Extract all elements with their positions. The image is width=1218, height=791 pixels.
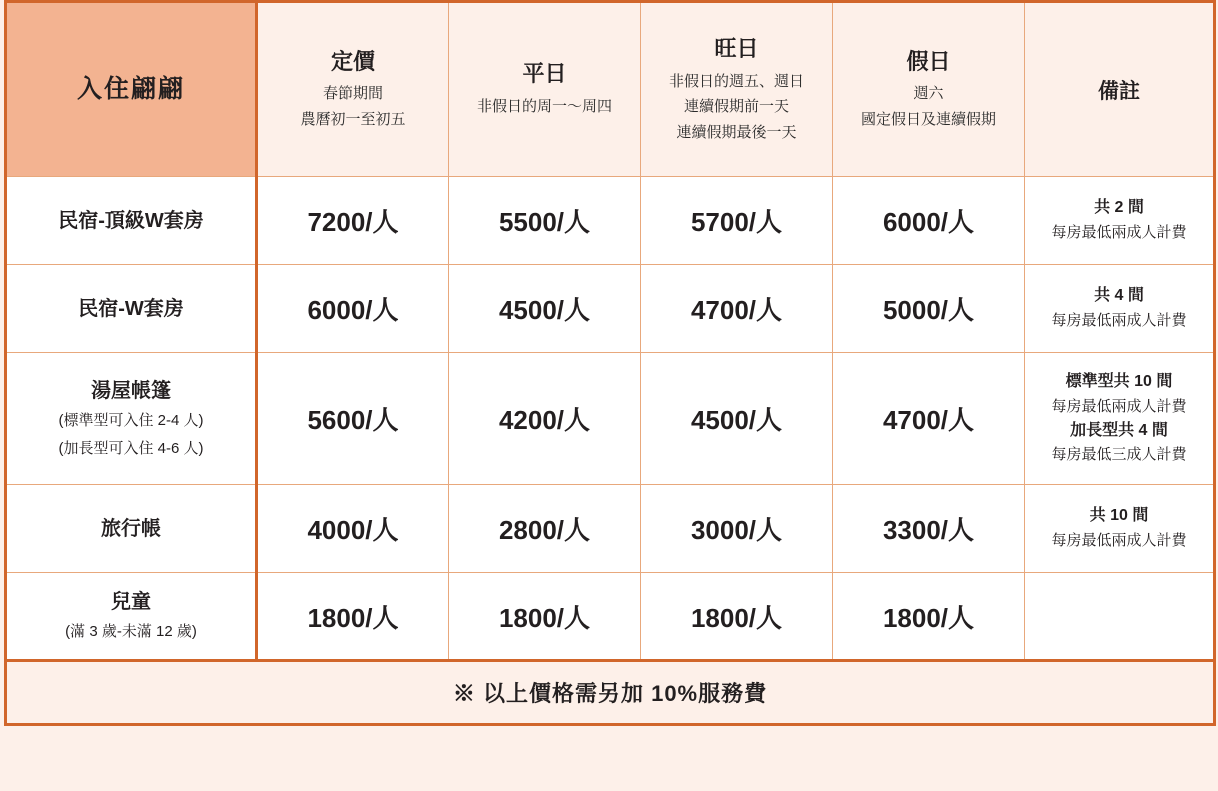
column-header-holiday-label: 假日 (906, 48, 951, 74)
cell-holiday-price (833, 265, 1025, 353)
note-line: 共 10 間 (1089, 507, 1149, 525)
price-value: 6000/人 (882, 207, 975, 237)
price-value: 1800/人 (882, 602, 975, 633)
column-header-busy-day-sub1: 非假日的週五、週日 (668, 72, 804, 90)
price-value: 4700/人 (690, 295, 783, 325)
price-value: 4000/人 (307, 515, 399, 545)
note-line: 標準型共 10 間 (1065, 372, 1173, 390)
room-name-label: 兒童 (111, 591, 151, 613)
price-value: 1800/人 (690, 602, 783, 633)
room-name-label: 民宿-頂級W套房 (58, 209, 204, 232)
cell-holiday-price (833, 573, 1025, 661)
price-value: 1800/人 (307, 602, 399, 633)
price-value: 4700/人 (882, 405, 975, 435)
room-name-sub2: (加長型可入住 4-6 人) (58, 439, 204, 457)
column-header-weekday-label: 平日 (522, 61, 567, 87)
room-name-label: 湯屋帳篷 (91, 379, 171, 402)
cell-list-price (257, 353, 449, 485)
cell-list-price (257, 573, 449, 661)
cell-list-price (257, 177, 449, 265)
price-value: 5000/人 (882, 295, 975, 325)
note-line: 共 2 間 (1094, 199, 1144, 217)
cell-holiday-price (833, 485, 1025, 573)
table-row (6, 573, 1215, 661)
note-line: 每房最低三成人計費 (1051, 446, 1187, 464)
price-value: 2800/人 (498, 515, 591, 545)
column-header-busy-day (641, 2, 833, 177)
cell-weekday-price (449, 265, 641, 353)
price-value: 4200/人 (498, 405, 591, 435)
price-value: 3300/人 (882, 515, 975, 545)
column-header-room-label: 入住翩翩 (76, 75, 185, 104)
cell-room-name (6, 353, 257, 485)
price-value: 5700/人 (690, 207, 783, 237)
cell-busy-day-price (641, 573, 833, 661)
column-header-holiday-sub1: 週六 (913, 85, 944, 103)
cell-footer-note (6, 661, 1215, 725)
room-name-label: 旅行帳 (101, 517, 161, 540)
cell-busy-day-price (641, 485, 833, 573)
column-header-weekday-sub1: 非假日的周一～周四 (476, 98, 612, 116)
note-line: 每房最低兩成人計費 (1051, 531, 1187, 549)
column-header-list-price-sub1: 春節期間 (322, 85, 383, 103)
note-line: 共 4 間 (1094, 287, 1144, 305)
cell-room-name (6, 485, 257, 573)
room-name-label: 民宿-W套房 (78, 297, 184, 320)
column-header-holiday-sub2: 國定假日及連續假期 (860, 110, 996, 128)
price-value: 7200/人 (307, 207, 399, 237)
table-row (6, 177, 1215, 265)
price-value: 4500/人 (498, 295, 591, 325)
cell-weekday-price (449, 177, 641, 265)
cell-busy-day-price (641, 353, 833, 485)
column-header-weekday (449, 2, 641, 177)
cell-list-price (257, 265, 449, 353)
cell-note (1025, 485, 1215, 573)
price-value: 3000/人 (690, 515, 783, 545)
bottom-strip (0, 783, 1218, 791)
price-value: 1800/人 (498, 602, 591, 633)
cell-note (1025, 265, 1215, 353)
table-row (6, 485, 1215, 573)
note-line: 每房最低兩成人計費 (1051, 311, 1187, 329)
column-header-list-price-sub2: 農曆初一至初五 (300, 110, 406, 128)
cell-room-name (6, 177, 257, 265)
column-header-busy-day-sub2: 連續假期前一天 (683, 98, 789, 116)
column-header-note-label: 備註 (1098, 79, 1140, 103)
column-header-busy-day-label: 旺日 (714, 35, 759, 61)
table-row (6, 265, 1215, 353)
table-row (6, 353, 1215, 485)
note-line: 每房最低兩成人計費 (1051, 397, 1187, 415)
footer-row (6, 661, 1215, 725)
header-row (6, 2, 1215, 177)
room-name-sub1: (滿 3 歲-未滿 12 歲) (65, 623, 197, 640)
column-header-list-price (257, 2, 449, 177)
cell-holiday-price (833, 177, 1025, 265)
cell-busy-day-price (641, 177, 833, 265)
price-value: 6000/人 (307, 295, 399, 325)
cell-weekday-price (449, 573, 641, 661)
cell-weekday-price (449, 485, 641, 573)
cell-note (1025, 177, 1215, 265)
cell-weekday-price (449, 353, 641, 485)
note-line: 加長型共 4 間 (1070, 421, 1168, 439)
cell-holiday-price (833, 353, 1025, 485)
cell-room-name (6, 573, 257, 661)
price-value: 4500/人 (690, 405, 783, 435)
note-line: 每房最低兩成人計費 (1051, 223, 1187, 241)
cell-list-price (257, 485, 449, 573)
cell-note (1025, 573, 1215, 661)
price-value: 5600/人 (307, 405, 399, 435)
room-name-sub1: (標準型可入住 2-4 人) (58, 411, 204, 429)
column-header-busy-day-sub3: 連續假期最後一天 (676, 123, 797, 141)
service-fee-note: ※ 以上價格需另加 10%服務費 (452, 681, 768, 706)
accommodation-rate-table (4, 0, 1216, 726)
price-value: 5500/人 (498, 207, 591, 237)
column-header-holiday (833, 2, 1025, 177)
table-body (6, 177, 1215, 725)
column-header-note (1025, 2, 1215, 177)
cell-room-name (6, 265, 257, 353)
table-header (6, 2, 1215, 177)
column-header-list-price-label: 定價 (330, 48, 375, 74)
cell-note (1025, 353, 1215, 485)
cell-busy-day-price (641, 265, 833, 353)
column-header-room (6, 2, 257, 177)
